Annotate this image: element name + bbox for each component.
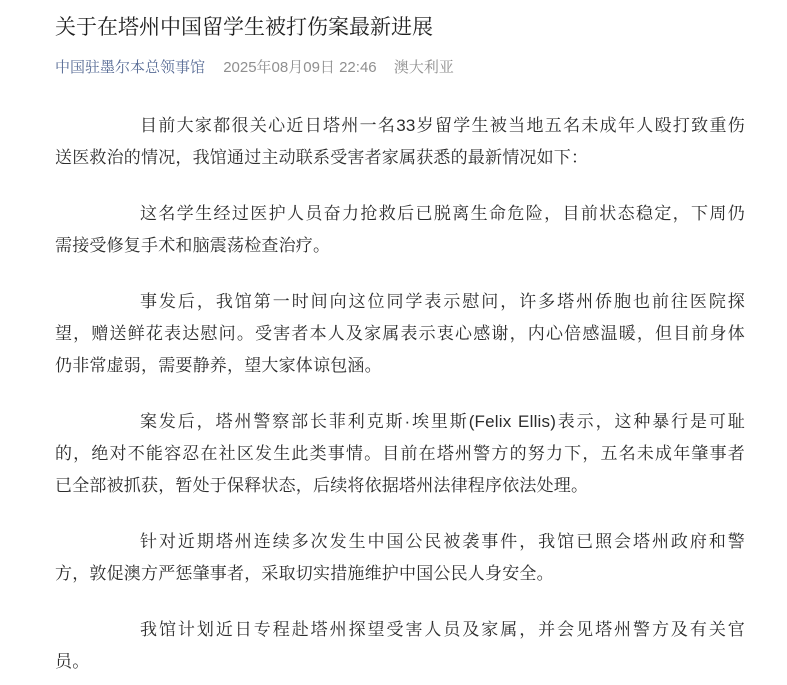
article-paragraph-5 — [55, 526, 745, 590]
account-name-link[interactable]: 中国驻墨尔本总领事馆 — [55, 59, 206, 76]
paragraph-line: 这名学生经过医护人员奋力抢救后已脱离生命危险，目前状态稳定，下周仍 — [140, 204, 745, 223]
paragraph-line: 已全部被抓获，暂处于保释状态，后续将依据塔州法律程序依法处理。 — [55, 476, 589, 495]
paragraph-line: 望，赠送鲜花表达慰问。受害者本人及家属表示衷心感谢，内心倍感温暖，但目前身体 — [55, 324, 745, 343]
paragraph-line: 事发后，我馆第一时间向这位同学表示慰问，许多塔州侨胞也前往医院探 — [140, 292, 745, 311]
publish-location: 澳大利亚 — [393, 59, 454, 76]
paragraph-line: 案发后，塔州警察部长菲利克斯·埃里斯(Felix Ellis)表示，这种暴行是可耻 — [140, 412, 745, 431]
paragraph-line: 我馆计划近日专程赴塔州探望受害人员及家属，并会见塔州警方及有关官 — [140, 620, 745, 639]
paragraph-line: 需接受修复手术和脑震荡检查治疗。 — [55, 236, 331, 255]
paragraph-line: 方，敦促澳方严惩肇事者，采取切实措施维护中国公民人身安全。 — [55, 564, 554, 583]
paragraph-line: 针对近期塔州连续多次发生中国公民被袭事件，我馆已照会塔州政府和警 — [140, 532, 745, 551]
paragraph-line: 目前大家都很关心近日塔州一名33岁留学生被当地五名未成年人殴打致重伤 — [140, 116, 745, 135]
article-paragraph-4 — [55, 406, 745, 502]
publish-time: 2025年08月09日 22:46 — [223, 59, 377, 76]
paragraph-line: 送医救治的情况，我馆通过主动联系受害者家属获悉的最新情况如下： — [55, 148, 589, 167]
article-title: 关于在塔州中国留学生被打伤案最新进展 — [55, 16, 433, 39]
article-paragraph-2 — [55, 198, 745, 262]
article-meta — [55, 57, 454, 79]
paragraph-line: 仍非常虚弱，需要静养，望大家体谅包涵。 — [55, 356, 382, 375]
article-content — [55, 110, 745, 685]
article-paragraph-6 — [55, 614, 745, 678]
paragraph-line: 的，绝对不能容忍在社区发生此类事情。目前在塔州警方的努力下，五名未成年肇事者 — [55, 444, 745, 463]
article-paragraph-1 — [55, 110, 745, 174]
paragraph-line: 员。 — [55, 652, 90, 671]
article-paragraph-3 — [55, 286, 745, 382]
